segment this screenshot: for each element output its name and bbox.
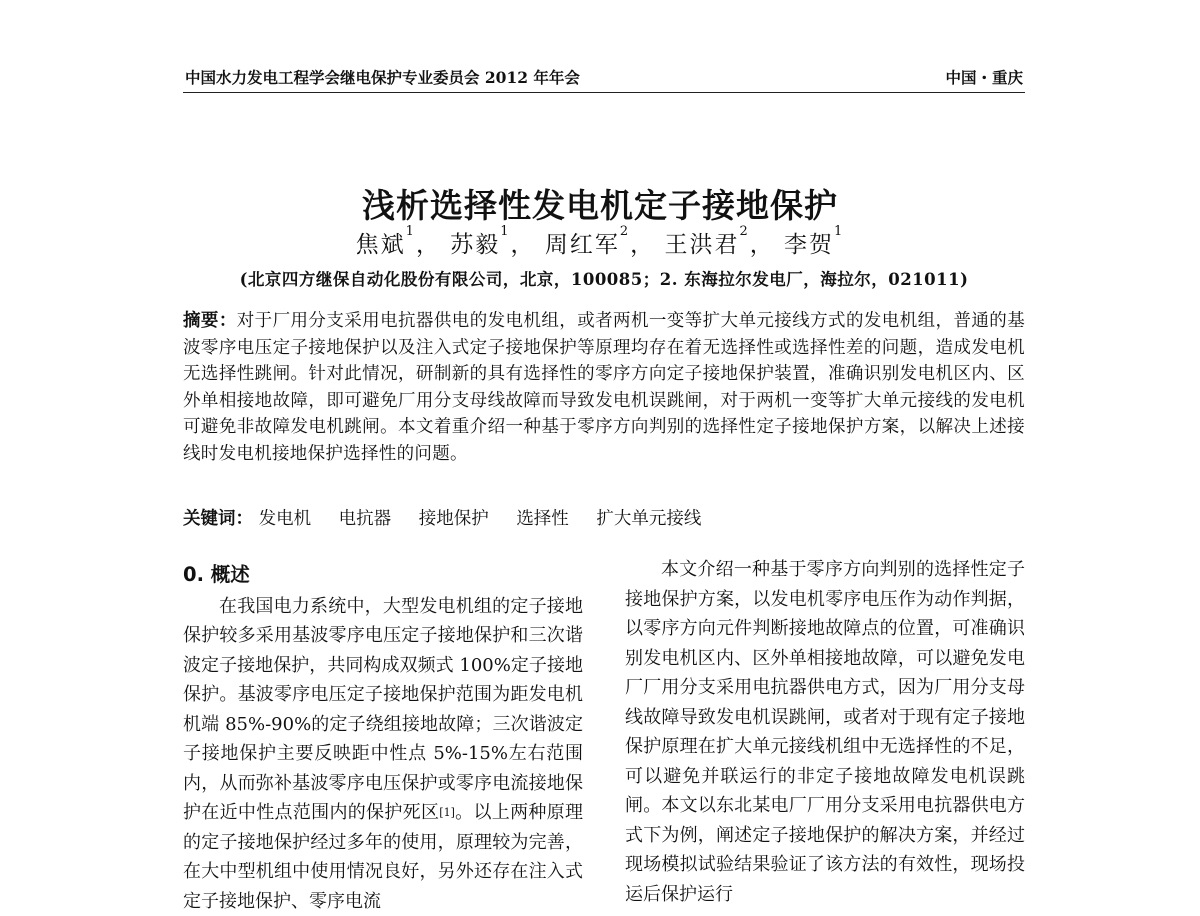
author-name: 苏毅 [450,232,500,258]
keyword: 发电机 [259,509,312,529]
citation-ref[interactable]: [1] [439,806,455,819]
author-affiliation-mark: 2 [739,224,749,239]
author-affiliation-mark: 1 [834,224,844,239]
author-affiliation-mark: 1 [500,224,510,239]
keywords [183,505,1025,530]
keyword: 选择性 [516,509,569,529]
keywords-label: 关键词： [183,509,253,529]
paper-title: 浅析选择性发电机定子接地保护 [0,180,1200,227]
conference-location: 中国・重庆 [945,66,1023,88]
abstract [183,308,1025,467]
keyword: 接地保护 [419,509,489,529]
running-header [183,66,1025,93]
affiliation: (北京四方继保自动化股份有限公司，北京，100085；2. 东海拉尔发电厂，海拉尔，021011) [183,266,1025,290]
body-paragraph [183,592,583,916]
left-column [183,560,583,916]
conference-name: 中国水力发电工程学会继电保护专业委员会 2012 年年会 [185,66,580,88]
author-affiliation-mark: 2 [620,224,630,239]
abstract-text: 对于厂用分支采用电抗器供电的发电机组，或者两机一变等扩大单元接线方式的发电机组，普通的基波零序电压定子接地保护以及注入式定子接地保护等原理均存在着无选择性或选择性差的问题，造成发电机无选择性跳闸。针对此情况，研制新的具有选择性的零序方向定子接地保护装置，准确识别发电机区内、区外单相接地故障，即可避免厂用分支母线故障而导致发电机误跳闸，对于两机一变等扩大单元接线的发电机可避免非故障发电机跳闸。本文着重介绍一种基于零序方向判别的选择性定子接地保护方案，以解决上述接线时发电机接地保护选择性的问题。 [183,311,1025,464]
author-name: 王洪君 [664,232,739,258]
keyword: 电抗器 [339,509,392,529]
keyword: 扩大单元接线 [596,509,701,529]
author-list: 焦斌$^1$， 苏毅$^1$， 周红军$^2$， 王洪君$^2$， 李贺$^1$ [0,226,1200,259]
abstract-label: 摘要： [183,311,237,331]
author-affiliation-mark: 1 [406,224,416,239]
paragraph-text: 。以上两种原理的定子接地保护经过多年的使用，原理较为完善，在大中型机组中使用情况良好，另外还存在注入式定子接地保护、零序电流 [183,802,583,912]
paragraph-text: 在我国电力系统中，大型发电机组的定子接地保护较多采用基波零序电压定子接地保护和三次谐波定子接地保护，共同构成双频式 100%定子接地保护。基波零序电压定子接地保护范围为距发电机机端 85%-90%的定子绕组接地故障；三次谐波定子接地保护主要反映距中性点 5%-15%左右范围内，从而弥补基波零序电压保护或零序电流接地保护在近中性点范围内的保护死区 [183,596,583,824]
author-name: 周红军 [545,232,620,258]
author-name: 焦斌 [356,232,406,258]
section-heading: 0. 概述 [183,560,583,590]
right-column [625,555,1025,909]
author-name: 李贺 [784,232,834,258]
body-paragraph: 本文介绍一种基于零序方向判别的选择性定子接地保护方案，以发电机零序电压作为动作判据，以零序方向元件判断接地故障点的位置，可准确识别发电机区内、区外单相接地故障，可以避免发电厂厂用分支采用电抗器供电方式，因为厂用分支母线故障导致发电机误跳闸，或者对于现有定子接地保护原理在扩大单元接线机组中无选择性的不足，可以避免并联运行的非定子接地故障发电机误跳闸。本文以东北某电厂厂用分支采用电抗器供电方式下为例，阐述定子接地保护的解决方案，并经过现场模拟试验结果验证了该方法的有效性，现场投运后保护运行 [625,555,1025,909]
